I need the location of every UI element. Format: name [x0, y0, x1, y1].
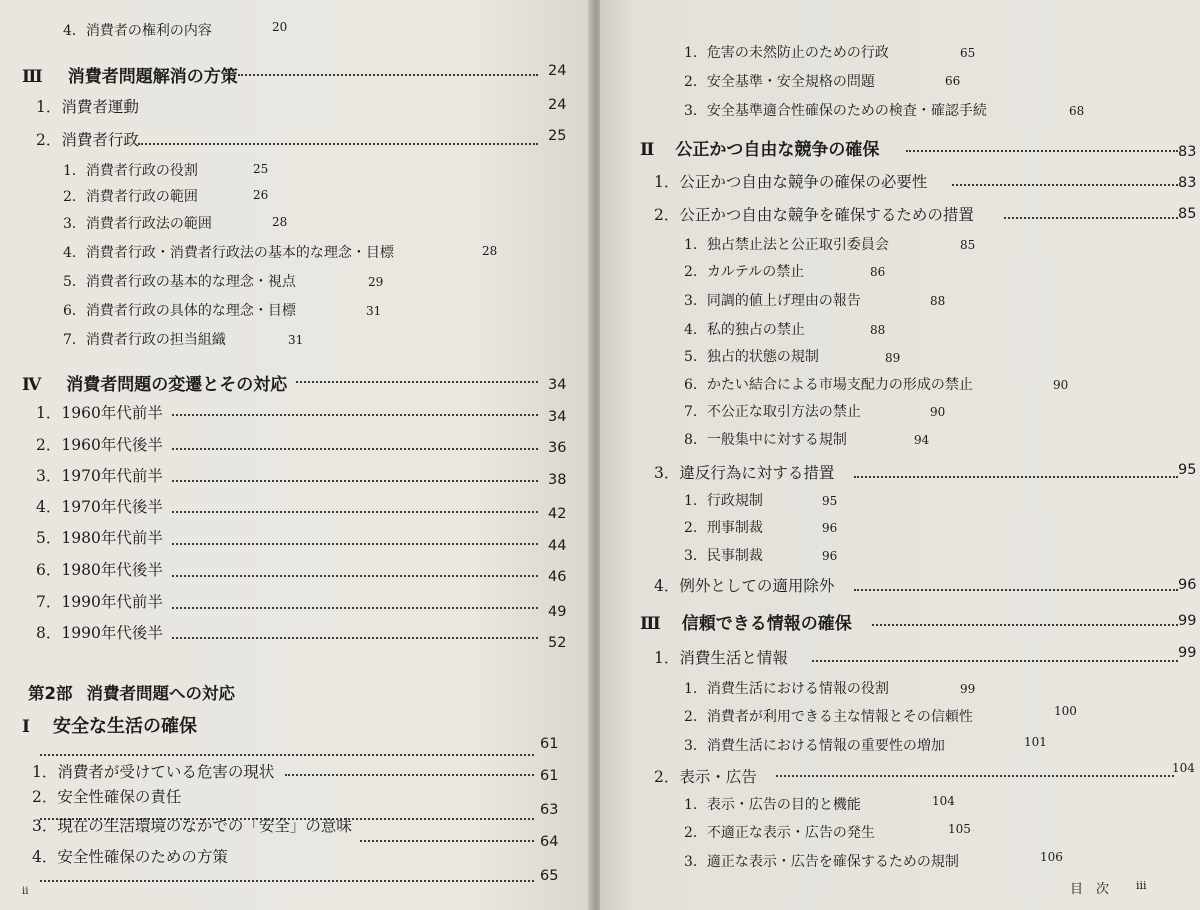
section-numeral: Ⅰ — [22, 717, 29, 737]
entry-number: 3． — [684, 103, 707, 119]
entry-title: 私的独占の禁止 — [706, 322, 805, 338]
toc-entry — [36, 433, 163, 455]
entry-number: 1． — [654, 649, 680, 667]
entry-page: 105 — [948, 822, 971, 836]
entry-title: 不公正な取引方法の禁止 — [706, 404, 861, 420]
entry-page: 52 — [548, 635, 567, 651]
dot-leader — [872, 624, 1178, 626]
entry-number: 4． — [684, 322, 707, 338]
toc-entry — [684, 401, 861, 421]
dot-leader — [172, 575, 538, 577]
dot-leader — [285, 774, 534, 776]
section-numeral: Ⅲ — [640, 614, 660, 634]
entry-title: 安全な生活の確保 — [52, 716, 197, 737]
entry-page: 26 — [253, 188, 269, 202]
toc-section-heading — [22, 62, 238, 87]
entry-number: 7． — [63, 332, 86, 348]
entry-number: 1． — [684, 797, 707, 813]
toc-entry — [684, 517, 763, 537]
entry-number: 5． — [36, 529, 62, 547]
entry-number: 1． — [654, 173, 680, 191]
entry-page: 65 — [540, 868, 559, 884]
toc-entry — [36, 495, 163, 517]
entry-title: 民事制裁 — [706, 548, 763, 564]
entry-title: 現在の生活環境のなかでの「安全」の意味 — [57, 817, 352, 835]
entry-title: 消費生活と情報 — [679, 649, 788, 667]
toc-entry — [684, 735, 945, 755]
entry-number: 2． — [63, 189, 86, 205]
entry-title: 消費者の権利の内容 — [85, 23, 212, 39]
dot-leader — [952, 184, 1178, 186]
entry-page: 85 — [1178, 206, 1197, 222]
entry-title: 表示・広告の目的と機能 — [706, 797, 861, 813]
entry-page: 24 — [548, 97, 567, 113]
dot-leader — [172, 637, 538, 639]
dot-leader — [40, 880, 534, 882]
entry-title: 安全性確保のための方策 — [57, 848, 228, 866]
dot-leader — [854, 589, 1178, 591]
entry-page: 86 — [870, 265, 886, 279]
entry-number: 4． — [63, 23, 86, 39]
toc-entry — [684, 429, 847, 449]
toc-entry — [684, 319, 805, 339]
toc-entry — [684, 71, 875, 91]
entry-page: 99 — [960, 682, 976, 696]
entry-page: 31 — [288, 333, 304, 347]
entry-page: 34 — [548, 377, 567, 393]
toc-entry — [36, 558, 163, 580]
toc-entry — [63, 160, 198, 180]
entry-page: 31 — [366, 304, 382, 318]
toc-entry — [684, 42, 889, 62]
entry-number: 3． — [684, 854, 707, 870]
entry-number: 3． — [684, 738, 707, 754]
entry-number: 7． — [36, 593, 62, 611]
entry-number: 1． — [36, 404, 62, 422]
entry-title: 独占的状態の規制 — [706, 349, 819, 365]
toc-entry — [654, 461, 834, 483]
entry-number: 3． — [654, 464, 680, 482]
entry-number: 6． — [63, 303, 86, 319]
entry-page: 66 — [945, 74, 961, 88]
entry-number: 4． — [32, 848, 58, 866]
dot-leader — [296, 381, 538, 383]
entry-title: 不適正な表示・広告の発生 — [706, 825, 875, 841]
entry-number: 4． — [36, 498, 62, 516]
entry-page: 88 — [870, 323, 886, 337]
entry-title: 消費者行政・消費者行政法の基本的な理念・目標 — [85, 245, 394, 261]
entry-number: 1． — [36, 98, 62, 116]
entry-page: 34 — [548, 409, 567, 425]
entry-number: 6． — [36, 561, 62, 579]
toc-entry — [36, 95, 139, 117]
toc-entry — [32, 760, 274, 782]
entry-number: 2． — [684, 520, 707, 536]
part-number: 第2部 — [28, 684, 73, 703]
entry-title: 刑事制裁 — [706, 520, 763, 536]
toc-entry — [63, 300, 296, 320]
toc-entry — [63, 213, 212, 233]
entry-title: 独占禁止法と公正取引委員会 — [706, 237, 889, 253]
dot-leader — [360, 840, 534, 842]
section-numeral: Ⅲ — [22, 67, 42, 87]
entry-page: 90 — [930, 405, 946, 419]
entry-title: 行政規制 — [706, 493, 763, 509]
entry-page: 100 — [1054, 704, 1077, 718]
entry-page: 28 — [272, 215, 288, 229]
left-page — [0, 0, 592, 910]
entry-title: 安全性確保の責任 — [57, 788, 182, 806]
entry-title: 消費者行政の範囲 — [85, 189, 198, 205]
folio-left: ii — [22, 886, 29, 897]
entry-title: 例外としての適用除外 — [679, 577, 835, 595]
entry-title: 消費生活における情報の重要性の増加 — [706, 738, 945, 754]
entry-title: 消費者運動 — [61, 98, 139, 116]
entry-number: 2． — [684, 74, 707, 90]
dot-leader — [172, 543, 538, 545]
entry-title: 危害の未然防止のための行政 — [706, 45, 889, 61]
entry-page: 42 — [548, 506, 567, 522]
entry-title: 消費者行政の役割 — [85, 163, 198, 179]
toc-entry — [684, 261, 804, 281]
entry-title: 消費者が受けている危害の現状 — [57, 763, 275, 781]
toc-entry — [36, 590, 163, 612]
toc-entry — [684, 794, 861, 814]
toc-entry — [63, 242, 394, 262]
toc-entry — [684, 290, 861, 310]
part-heading — [28, 680, 235, 704]
entry-title: 公正かつ自由な競争の確保 — [675, 140, 880, 160]
dot-leader — [1004, 217, 1178, 219]
entry-title: 1960年代後半 — [61, 436, 163, 454]
entry-page: 104 — [1172, 761, 1195, 775]
entry-page: 36 — [548, 440, 567, 456]
toc-entry — [32, 814, 352, 836]
entry-page: 24 — [548, 63, 567, 79]
entry-number: 1． — [32, 763, 58, 781]
dot-leader — [172, 448, 538, 450]
entry-page: 29 — [368, 275, 384, 289]
entry-page: 96 — [822, 549, 838, 563]
dot-leader — [854, 476, 1178, 478]
entry-number: 3． — [684, 293, 707, 309]
dot-leader — [172, 511, 538, 513]
entry-title: 1970年代前半 — [61, 467, 163, 485]
entry-number: 1． — [63, 163, 86, 179]
section-numeral: Ⅳ — [22, 375, 41, 395]
dot-leader — [138, 143, 538, 145]
toc-entry — [654, 646, 788, 668]
entry-number: 1． — [684, 681, 707, 697]
entry-page: 104 — [932, 794, 955, 808]
right-page — [600, 0, 1200, 910]
entry-number: 2． — [32, 788, 58, 806]
entry-page: 101 — [1024, 735, 1047, 749]
toc-entry — [63, 271, 296, 291]
toc-entry — [36, 621, 163, 643]
entry-page: 90 — [1053, 378, 1069, 392]
entry-number: 7． — [684, 404, 707, 420]
entry-title: 消費生活における情報の役割 — [706, 681, 889, 697]
entry-number: 2． — [684, 709, 707, 725]
entry-page: 99 — [1178, 613, 1197, 629]
entry-page: 61 — [540, 736, 559, 752]
entry-number: 2． — [654, 768, 680, 786]
entry-title: 安全基準・安全規格の問題 — [706, 74, 875, 90]
toc-entry — [63, 186, 198, 206]
entry-title: 消費者問題の変遷とその対応 — [66, 375, 288, 395]
entry-number: 3． — [36, 467, 62, 485]
dot-leader — [172, 480, 538, 482]
entry-page: 49 — [548, 604, 567, 620]
toc-entry — [684, 822, 875, 842]
entry-title: 1970年代後半 — [61, 498, 163, 516]
dot-leader — [238, 74, 538, 76]
entry-page: 83 — [1178, 175, 1197, 191]
entry-title: 1990年代前半 — [61, 593, 163, 611]
toc-entry — [684, 678, 889, 698]
entry-title: 安全基準適合性確保のための検査・確認手続 — [706, 103, 987, 119]
toc-entry — [684, 374, 973, 394]
entry-page: 95 — [822, 494, 838, 508]
entry-title: 1960年代前半 — [61, 404, 163, 422]
entry-number: 5． — [684, 349, 707, 365]
toc-entry — [63, 329, 226, 349]
entry-title: 1980年代前半 — [61, 529, 163, 547]
entry-title: 消費者行政の基本的な理念・視点 — [85, 274, 296, 290]
toc-entry — [654, 170, 927, 192]
dot-leader — [906, 150, 1178, 152]
entry-title: カルテルの禁止 — [706, 264, 805, 280]
entry-title: 1980年代後半 — [61, 561, 163, 579]
entry-title: 消費者行政の担当組織 — [85, 332, 226, 348]
entry-title: 消費者行政の具体的な理念・目標 — [85, 303, 296, 319]
toc-entry — [684, 545, 763, 565]
toc-entry — [654, 765, 757, 787]
toc-entry — [32, 845, 228, 867]
folio-right: iii — [1136, 879, 1147, 892]
entry-page: 61 — [540, 768, 559, 784]
entry-title: 消費者行政法の範囲 — [85, 216, 212, 232]
entry-page: 85 — [960, 238, 976, 252]
toc-entry — [36, 401, 163, 423]
entry-title: 違反行為に対する措置 — [679, 464, 835, 482]
entry-page: 65 — [960, 46, 976, 60]
entry-page: 46 — [548, 569, 567, 585]
entry-page: 38 — [548, 472, 567, 488]
toc-entry — [36, 128, 139, 150]
part-title: 消費者問題への対応 — [86, 684, 235, 703]
entry-page: 89 — [885, 351, 901, 365]
entry-title: 公正かつ自由な競争の確保の必要性 — [679, 173, 928, 191]
entry-number: 8． — [36, 624, 62, 642]
entry-title: 公正かつ自由な競争を確保するための措置 — [679, 206, 974, 224]
entry-number: 5． — [63, 274, 86, 290]
entry-number: 2． — [36, 131, 62, 149]
entry-page: 64 — [540, 834, 559, 850]
entry-number: 1． — [684, 45, 707, 61]
entry-title: 同調的値上げ理由の報告 — [706, 293, 861, 309]
dot-leader — [172, 607, 538, 609]
toc-section-heading — [640, 135, 879, 160]
toc-entry — [684, 851, 959, 871]
entry-title: 消費者が利用できる主な情報とその信頼性 — [706, 709, 973, 725]
entry-number: 2． — [684, 264, 707, 280]
toc-entry — [654, 574, 834, 596]
entry-number: 4． — [654, 577, 680, 595]
toc-section-heading — [22, 370, 287, 395]
entry-title: 一般集中に対する規制 — [706, 432, 847, 448]
dot-leader — [40, 754, 534, 756]
dot-leader — [172, 414, 538, 416]
toc-entry — [63, 20, 212, 40]
toc-entry — [684, 490, 763, 510]
running-head: 目 次 — [1070, 882, 1110, 897]
toc-section-heading — [22, 712, 197, 738]
toc-entry — [684, 234, 889, 254]
entry-number: 1． — [684, 493, 707, 509]
entry-title: 適正な表示・広告を確保するための規制 — [706, 854, 959, 870]
entry-title: 消費者問題解消の方策 — [67, 67, 238, 87]
entry-number: 1． — [684, 237, 707, 253]
toc-entry — [32, 785, 181, 807]
toc-entry — [36, 526, 163, 548]
entry-number: 2． — [684, 825, 707, 841]
entry-title: かたい結合による市場支配力の形成の禁止 — [706, 377, 973, 393]
entry-page: 95 — [1178, 462, 1197, 478]
entry-page: 96 — [822, 521, 838, 535]
entry-title: 消費者行政 — [61, 131, 139, 149]
toc-entry — [36, 464, 163, 486]
entry-page: 68 — [1069, 104, 1085, 118]
entry-number: 6． — [684, 377, 707, 393]
entry-page: 63 — [540, 802, 559, 818]
section-numeral: Ⅱ — [640, 140, 654, 160]
entry-number: 8． — [684, 432, 707, 448]
entry-page: 25 — [253, 162, 269, 176]
entry-number: 3． — [32, 817, 58, 835]
toc-entry — [684, 346, 819, 366]
toc-entry — [654, 203, 974, 225]
entry-page: 25 — [548, 128, 567, 144]
entry-page: 106 — [1040, 850, 1063, 864]
entry-number: 3． — [684, 548, 707, 564]
entry-number: 2． — [36, 436, 62, 454]
entry-page: 83 — [1178, 144, 1197, 160]
toc-section-heading — [640, 609, 852, 634]
entry-number: 4． — [63, 245, 86, 261]
entry-page: 44 — [548, 538, 567, 554]
entry-title: 表示・広告 — [679, 768, 757, 786]
entry-number: 3． — [63, 216, 86, 232]
entry-page: 20 — [272, 20, 288, 34]
toc-entry — [684, 100, 987, 120]
dot-leader — [776, 775, 1174, 777]
entry-page: 99 — [1178, 645, 1197, 661]
entry-page: 96 — [1178, 577, 1197, 593]
entry-page: 28 — [482, 244, 498, 258]
entry-page: 88 — [930, 294, 946, 308]
entry-page: 94 — [914, 433, 930, 447]
entry-number: 2． — [654, 206, 680, 224]
toc-entry — [684, 706, 973, 726]
dot-leader — [812, 660, 1178, 662]
entry-title: 1990年代後半 — [61, 624, 163, 642]
entry-title: 信頼できる情報の確保 — [681, 614, 852, 634]
